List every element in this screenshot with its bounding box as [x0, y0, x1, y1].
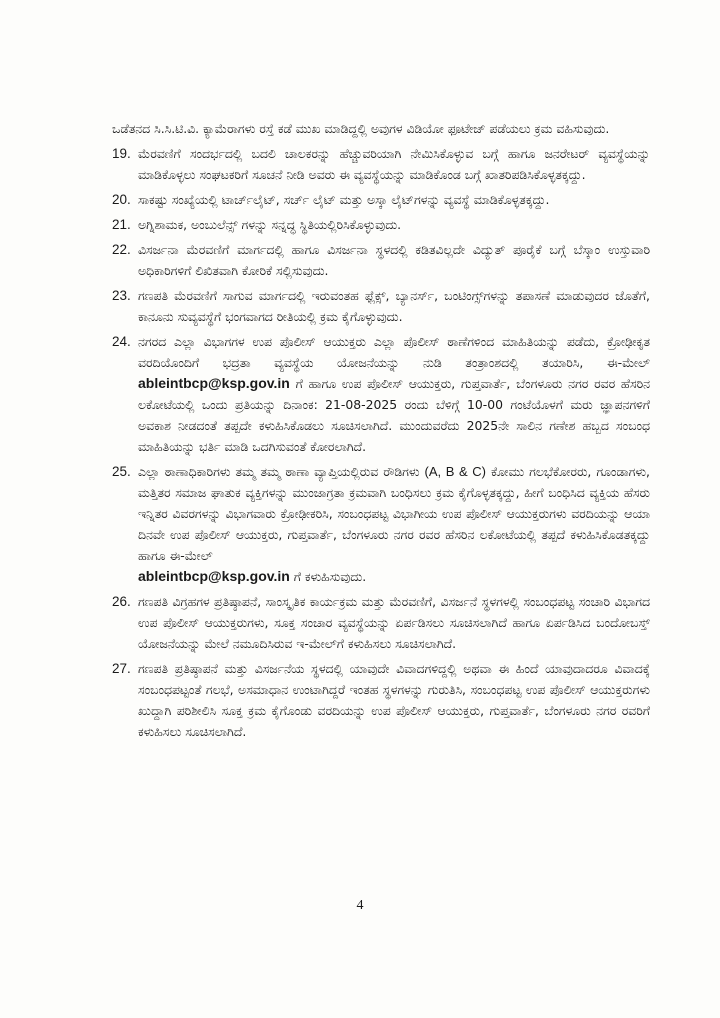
item-number: 25.	[112, 464, 131, 479]
item-text: ಗಣಪತಿ ಪ್ರತಿಷ್ಠಾಪನೆ ಮತ್ತು ವಿಸರ್ಜನೆಯ ಸ್ಥಳದಲ್ಲಿ ಯಾವುದೇ ವಿವಾದಗಳಿದ್ದಲ್ಲಿ ಅಥವಾ ಈ ಹಿಂದೆ ಯಾವುದಾದರೂ ವಿವಾದಕ್ಕೆ ಸಂಬಂಧಪಟ್ಟಂತೆ ಗಲಭೆ, ಅಸಮಾಧಾನ ಉಂಟಾಗಿದ್ದರೆ ಇಂತಹ ಸ್ಥಳಗಳನ್ನು ಗುರುತಿಸಿ, ಸಂಬಂಧಪಟ್ಟ ಉಪ ಪೊಲೀಸ್ ಆಯುಕ್ತರುಗಳು ಖುದ್ದಾಗಿ ಪರಿಶೀಲಿಸಿ ಸೂಕ್ತ ಕ್ರಮ ಕೈಗೊಂಡು ವರದಿಯನ್ನು ಉಪ ಪೊಲೀಸ್ ಆಯುಕ್ತರು, ಗುಪ್ತವಾರ್ತೆ, ಬೆಂಗಳೂರು ನಗರ ರವರಿಗೆ ಕಳುಹಿಸಲು ಸೂಚಿಸಲಾಗಿದೆ.	[138, 661, 650, 739]
item-text: ಅಗ್ನಿಶಾಮಕ, ಅಂಬುಲೆನ್ಸ್ ಗಳನ್ನು ಸನ್ನದ್ಧ ಸ್ಥಿತಿಯಲ್ಲಿರಿಸಿಕೊಳ್ಳುವುದು.	[138, 217, 402, 232]
item-number: 19.	[112, 146, 131, 161]
email-address: ableintbcp@ksp.gov.in	[138, 375, 290, 391]
list-item-23	[112, 285, 650, 327]
item-text-before-categories: ಎಲ್ಲಾ ಠಾಣಾಧಿಕಾರಿಗಳು ತಮ್ಮ ತಮ್ಮ ಠಾಣಾ ವ್ಯಾಪ್ತಿಯಲ್ಲಿರುವ ರೌಡಿಗಳು	[138, 464, 425, 479]
item-number: 24.	[112, 334, 131, 349]
list-item-21	[112, 214, 650, 235]
list-item-24	[112, 331, 650, 457]
item-text: ವಿಸರ್ಜನಾ ಮೆರವಣಿಗೆ ಮಾರ್ಗದಲ್ಲಿ ಹಾಗೂ ವಿಸರ್ಜನಾ ಸ್ಥಳದಲ್ಲಿ ಕಡಿತವಿಲ್ಲದೇ ವಿದ್ಯುತ್ ಪೂರೈಕೆ ಬಗ್ಗೆ ಬೆಸ್ಕಾಂ ಉಸ್ತುವಾರಿ ಅಧಿಕಾರಿಗಳಿಗೆ ಲಿಖಿತವಾಗಿ ಕೋರಿಕೆ ಸಲ್ಲಿಸುವುದು.	[138, 242, 650, 278]
list-item-25	[112, 461, 650, 587]
list-item-19	[112, 143, 650, 185]
item-text-after-categories: ಕೋಮು ಗಲಭೆಕೋರರು, ಗೂಂಡಾಗಳು, ಮತ್ತಿತರ ಸಮಾಜ ಘಾತುಕ ವ್ಯಕ್ತಿಗಳನ್ನು ಮುಂಜಾಗ್ರತಾ ಕ್ರಮವಾಗಿ ಬಂಧಿಸಲು ಕ್ರಮ ಕೈಗೊಳ್ಳತಕ್ಕದ್ದು, ಹೀಗೆ ಬಂಧಿಸಿದ ವ್ಯಕ್ತಿಯ ಹೆಸರು ಇನ್ನಿತರ ವಿವರಗಳನ್ನು ವಿಭಾಗವಾರು ಕ್ರೋಢೀಕರಿಸಿ, ಸಂಬಂಧಪಟ್ಟ ವಿಭಾಗೀಯ ಉಪ ಪೊಲೀಸ್ ಆಯುಕ್ತರುಗಳು ವರದಿಯನ್ನು ಆಯಾ ದಿನವೇ ಉಪ ಪೊಲೀಸ್ ಆಯುಕ್ತರು, ಗುಪ್ತವಾರ್ತೆ, ಬೆಂಗಳೂರು ನಗರ ರವರ ಹೆಸರಿನ ಲಕೋಟೆಯಲ್ಲಿ ತಪ್ಪದೆ ಕಳುಹಿಸಿಕೊಡತಕ್ಕದ್ದು ಹಾಗೂ ಈ-ಮೇಲ್	[138, 464, 650, 563]
list-item-26	[112, 591, 650, 654]
list-item-22	[112, 239, 650, 281]
list-item-27	[112, 658, 650, 742]
list-item-20	[112, 189, 650, 210]
intro-paragraph: ಒಡೆತನದ ಸಿ.ಸಿ.ಟಿ.ವಿ. ಕ್ಯಾಮೆರಾಗಳು ರಸ್ತೆ ಕಡೆ ಮುಖ ಮಾಡಿದ್ದಲ್ಲಿ ಅವುಗಳ ವಿಡಿಯೋ ಫೂಟೇಜ್ ಪಡೆಯಲು ಕ್ರಮ ವಹಿಸುವುದು.	[112, 121, 610, 136]
item-text: ಸಾಕಷ್ಟು ಸಂಖ್ಯೆಯಲ್ಲಿ ಟಾರ್ಚ್‌ಲೈಟ್, ಸರ್ಚ್ ಲೈಟ್ ಮತ್ತು ಅಸ್ಕಾ ಲೈಟ್‌ಗಳನ್ನು ವ್ಯವಸ್ಥೆ ಮಾಡಿಕೊಳ್ಳತಕ್ಕದ್ದು.	[138, 192, 550, 207]
item-number: 20.	[112, 192, 131, 207]
item-number: 26.	[112, 594, 131, 609]
email-address: ableintbcp@ksp.gov.in	[138, 568, 290, 584]
item-number: 23.	[112, 288, 131, 303]
item-text-after-email: ಗೆ ಹಾಗೂ ಉಪ ಪೊಲೀಸ್ ಆಯುಕ್ತರು, ಗುಪ್ತವಾರ್ತೆ, ಬೆಂಗಳೂರು ನಗರ ರವರ ಹೆಸರಿನ ಲಕೋಟೆಯಲ್ಲಿ ಒಂದು ಪ್ರತಿಯನ್ನು ದಿನಾಂಕ: 21-08-2025 ರಂದು ಬೆಳಿಗ್ಗೆ 10-00 ಗಂಟೆಯೊಳಗೆ ಮರು ಜ್ಞಾಪನಗಳಿಗೆ ಅವಕಾಶ ನೀಡದಂತೆ ತಪ್ಪದೇ ಕಳುಹಿಸಿಕೊಡಲು ಸೂಚಿಸಲಾಗಿದೆ. ಮುಂದುವರೆದು 2025ನೇ ಸಾಲಿನ ಗಣೇಶ ಹಬ್ಬದ ಸಂಬಂಧ ಮಾಹಿತಿಯನ್ನು ಭರ್ತಿ ಮಾಡಿ ಒದಗಿಸುವಂತೆ ಕೋರಲಾಗಿದೆ.	[138, 376, 650, 454]
item-text: ಗಣಪತಿ ವಿಗ್ರಹಗಳ ಪ್ರತಿಷ್ಠಾಪನೆ, ಸಾಂಸ್ಕೃತಿಕ ಕಾರ್ಯಕ್ರಮ ಮತ್ತು ಮೆರವಣಿಗೆ, ವಿಸರ್ಜನೆ ಸ್ಥಳಗಳಲ್ಲಿ ಸಂಬಂಧಪಟ್ಟ ಸಂಚಾರಿ ವಿಭಾಗದ ಉಪ ಪೊಲೀಸ್ ಆಯುಕ್ತರುಗಳು, ಸೂಕ್ತ ಸಂಚಾರ ವ್ಯವಸ್ಥೆಯನ್ನು ಏರ್ಪಡಿಸಲು ಸೂಚಿಸಲಾಗಿದೆ ಹಾಗೂ ಏರ್ಪಡಿಸಿದ ಬಂದೋಬಸ್ತ್ ಯೋಜನೆಯನ್ನು ಮೇಲೆ ನಮೂದಿಸಿರುವ ಇ-ಮೇಲ್‌ಗೆ ಕಳುಹಿಸಲು ಸೂಚಿಸಲಾಗಿದೆ.	[138, 594, 650, 651]
item-text-before-email: ನಗರದ ಎಲ್ಲಾ ವಿಭಾಗಗಳ ಉಪ ಪೊಲೀಸ್ ಆಯುಕ್ತರು ಎಲ್ಲಾ ಪೊಲೀಸ್ ಠಾಣೆಗಳಿಂದ ಮಾಹಿತಿಯನ್ನು ಪಡೆದು, ಕ್ರೋಢೀಕೃತ ವರದಿಯೊಂದಿಗೆ ಭದ್ರತಾ ವ್ಯವಸ್ಥೆಯ ಯೋಜನೆಯನ್ನು ನುಡಿ ತಂತ್ರಾಂಶದಲ್ಲಿ ತಯಾರಿಸಿ, ಈ-ಮೇಲ್	[138, 334, 650, 370]
item-number: 22.	[112, 242, 131, 257]
rowdy-categories: (A, B & C)	[424, 464, 486, 479]
item-text: ಗಣಪತಿ ಮೆರವಣಿಗೆ ಸಾಗುವ ಮಾರ್ಗದಲ್ಲಿ ಇರುವಂತಹ ಫ್ಲೆಕ್ಸ್, ಬ್ಯಾನರ್ಸ್, ಬಂಟಿಂಗ್ಸ್‌ಗಳನ್ನು ತಪಾಸಣೆ ಮಾಡುವುದರ ಜೊತೆಗೆ, ಕಾನೂನು ಸುವ್ಯವಸ್ಥೆಗೆ ಭಂಗವಾಗದ ರೀತಿಯಲ್ಲಿ ಕ್ರಮ ಕೈಗೊಳ್ಳುವುದು.	[138, 288, 650, 324]
item-text-tail: ಗೆ ಕಳುಹಿಸುವುದು.	[289, 569, 367, 584]
document-body	[112, 118, 650, 742]
item-number: 27.	[112, 661, 131, 676]
page-number: 4	[356, 898, 364, 913]
item-text: ಮೆರವಣಿಗೆ ಸಂದರ್ಭದಲ್ಲಿ ಬದಲಿ ಚಾಲಕರನ್ನು ಹೆಚ್ಚುವರಿಯಾಗಿ ನೇಮಿಸಿಕೊಳ್ಳುವ ಬಗ್ಗೆ ಹಾಗೂ ಜನರೇಟರ್ ವ್ಯವಸ್ಥೆಯನ್ನು ಮಾಡಿಕೊಳ್ಳಲು ಸಂಘಟಕರಿಗೆ ಸೂಚನೆ ನೀಡಿ ಅವರು ಈ ವ್ಯವಸ್ಥೆಯನ್ನು ಮಾಡಿಕೊಂಡ ಬಗ್ಗೆ ಖಾತರಿಪಡಿಸಿಕೊಳ್ಳತಕ್ಕದ್ದು.	[138, 146, 650, 182]
item-number: 21.	[112, 217, 131, 232]
